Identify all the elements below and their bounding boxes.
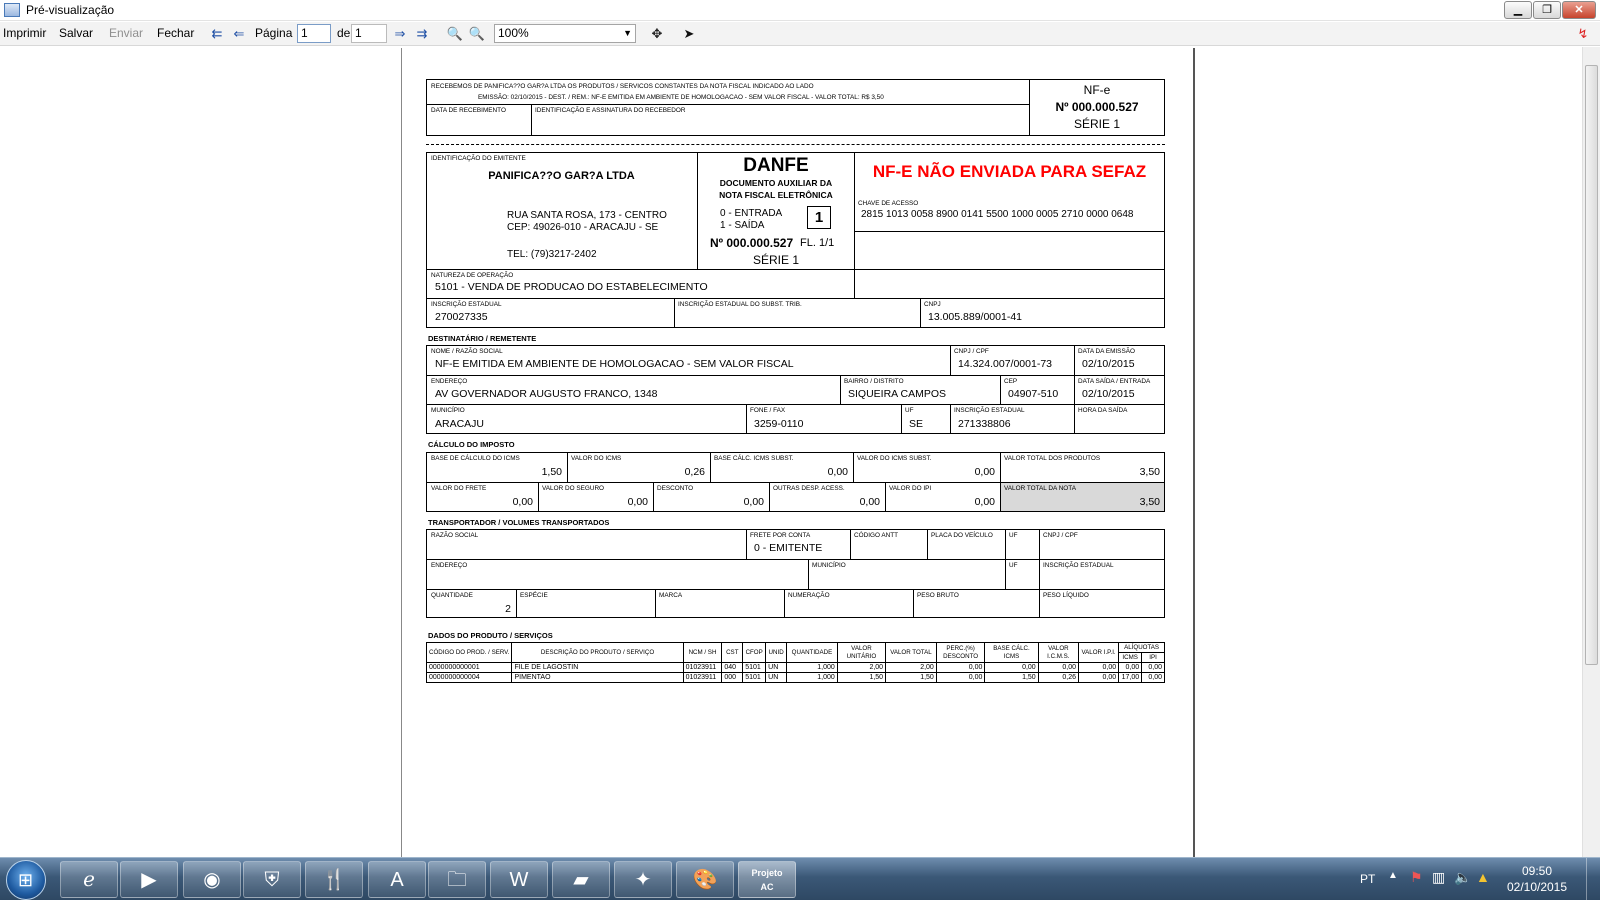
col-cfop: CFOP [743,643,766,663]
action-center-icon[interactable]: ⚑ [1410,869,1423,885]
cut-line [426,144,1165,145]
cell-valor-ipi: 0,00 [1078,673,1118,683]
frete-label: VALOR DO FRETE [431,485,487,492]
col-desconto: PERC.(%) DESCONTO [936,643,985,663]
ipi-label: VALOR DO IPI [889,485,932,492]
cell-aliq-ipi: 0,00 [1142,663,1165,673]
dest-ie-label: INSCRIÇÃO ESTADUAL [954,407,1025,414]
col-quantidade: QUANTIDADE [787,643,838,663]
dest-endereco-label: ENDEREÇO [431,378,468,385]
page-count-field: 1 [351,24,387,43]
especie-label: ESPÉCIE [520,592,548,599]
identificacao-label: IDENTIFICAÇÃO E ASSINATURA DO RECEBEDOR [535,107,686,114]
ie-value: 270027335 [435,311,488,323]
danfe-numero: Nº 000.000.527 [710,236,794,250]
file-explorer-icon[interactable]: 🗀 [428,861,486,898]
cell-valor-unitario: 1,50 [837,673,885,683]
dest-uf-label: UF [905,407,914,414]
scrollbar-thumb[interactable] [1585,65,1598,665]
restaurant-icon[interactable]: 🍴 [305,861,363,898]
fechar-button[interactable]: Fechar [157,26,195,40]
close-button[interactable]: ✕ [1562,1,1596,19]
frete: 0,00 [512,496,533,508]
transp-ie-label: INSCRIÇÃO ESTADUAL [1043,562,1114,569]
col-descricao: DESCRIÇÃO DO PRODUTO / SERVIÇO [512,643,683,663]
dest-nome-label: NOME / RAZÃO SOCIAL [431,348,503,355]
abc-icon[interactable]: A [368,861,426,898]
total-nota-label: VALOR TOTAL DA NOTA [1004,485,1076,492]
chave-label: CHAVE DE ACESSO [858,200,919,207]
emitente-nome: PANIFICA??O GAR?A LTDA [488,170,635,182]
danfe-title: DANFE [743,155,809,176]
show-desktop-button[interactable] [1586,858,1600,901]
data-recebimento-label: DATA DE RECEBIMENTO [431,107,506,114]
clock[interactable] [1502,863,1572,895]
danfe-saida: 1 - SAÍDA [720,220,765,231]
produtos-section: DADOS DO PRODUTO / SERVIÇOS [428,631,553,640]
start-button[interactable] [6,860,46,900]
dest-nome: NF-E EMITIDA EM AMBIENTE DE HOMOLOGACAO - SEM VALOR FISCAL [435,358,794,370]
previous-page-icon[interactable]: ⇐ [233,26,245,41]
clock-time: 09:50 [1521,864,1553,878]
desconto-label: DESCONTO [657,485,694,492]
valor-st: 0,00 [974,466,995,478]
destinatario-section: DESTINATÁRIO / REMETENTE [428,334,537,343]
first-page-icon[interactable]: ⇇ [211,26,223,41]
outras: 0,00 [859,496,880,508]
produtos-table [426,642,1165,683]
qtd: 2 [505,603,511,615]
transp-municipio-label: MUNICÍPIO [812,562,846,569]
cnpj-value: 13.005.889/0001-41 [928,311,1023,323]
minimize-button[interactable]: ▁ [1504,1,1532,19]
chave-acesso: 2815 1013 0058 8900 0141 5500 1000 0005 2710 0000 0648 [861,209,1134,220]
col-valor-unitario: VALOR UNITÁRIO [837,643,885,663]
col-ncm: NCM / SH [683,643,722,663]
col-valor-icms: VALOR I.C.M.S. [1038,643,1078,663]
dest-saida-label: DATA SAÍDA / ENTRADA [1078,378,1151,385]
zoom-in-icon[interactable]: 🔍 [468,26,486,41]
cell-desconto: 0,00 [936,663,985,673]
cell-descricao: PIMENTAO [512,673,683,683]
salvar-button[interactable]: Salvar [59,26,94,40]
ie-label: INSCRIÇÃO ESTADUAL [431,301,502,308]
antt-label: CÓDIGO ANTT [854,532,899,539]
move-icon[interactable]: ✥ [651,26,663,41]
valor-icms-label: VALOR DO ICMS [571,455,622,462]
table-header-row [427,643,1165,653]
zoom-select[interactable] [494,24,636,43]
cell-valor-total: 1,50 [886,673,937,683]
recebemos-text: RECEBEMOS DE PANIFICA??O GAR?A LTDA OS PRODUTOS / SERVICOS CONSTANTES DA NOTA FISCAL INDICADO AO LADO [431,83,814,90]
cell-codigo: 0000000000004 [427,673,512,683]
col-base-icms: BASE CÁLC. ICMS [985,643,1038,663]
media-player-icon[interactable]: ▶ [120,861,178,898]
transp-razao-label: RAZÃO SOCIAL [431,532,479,539]
transp-uf-label: UF [1009,532,1018,539]
nfe-label: NF-e [1083,83,1111,97]
pointer-icon[interactable]: ➤ [683,26,695,41]
app-icon [4,3,20,17]
projeto-label: Projeto [751,868,783,878]
dest-cep: 04907-510 [1008,388,1059,400]
col-cst: CST [722,643,743,663]
sefaz-warning: NF-E NÃO ENVIADA PARA SEFAZ [872,162,1147,181]
canhoto-numero: Nº 000.000.527 [1055,100,1139,114]
transp-endereco-label: ENDEREÇO [431,562,468,569]
emitente-cep: CEP: 49026-010 - ARACAJU - SE [507,222,659,233]
emitente-tel: TEL: (79)3217-2402 [507,249,597,260]
imprimir-button[interactable]: Imprimir [3,26,47,40]
tipo-box: 1 [807,206,831,229]
base-icms-label: BASE DE CÁLCULO DO ICMS [431,455,520,462]
last-page-icon[interactable]: ⇉ [416,26,428,41]
cell-valor-icms: 0,26 [1038,673,1078,683]
peso-liquido-label: PESO LÍQUIDO [1043,592,1089,599]
total-prod-label: VALOR TOTAL DOS PRODUTOS [1004,455,1101,462]
placa-label: PLACA DO VEÍCULO [931,532,993,539]
imposto-section: CÁLCULO DO IMPOSTO [428,440,515,449]
chevron-down-icon: ▼ [623,28,632,38]
dest-uf: SE [909,418,924,430]
danfe-page [401,48,1195,857]
seguro-label: VALOR DO SEGURO [542,485,605,492]
cell-quantidade: 1,000 [787,663,838,673]
enviar-button[interactable]: Enviar [109,26,144,40]
toolbar [0,22,1600,46]
cell-codigo: 0000000000001 [427,663,512,673]
seguro: 0,00 [627,496,648,508]
language-indicator[interactable]: PT [1360,872,1376,886]
base-icms: 1,50 [541,466,562,478]
emissao-text: EMISSÃO: 02/10/2015 - DEST. / REM.: NF-E EMITIDA EM AMBIENTE DE HOMOLOGACAO - SEM VALOR FISCAL - VALOR TOTAL: R$ 3,50 [478,94,884,101]
vertical-scrollbar[interactable] [1582,47,1600,857]
cnpj-label: CNPJ [924,301,941,308]
natureza-label: NATUREZA DE OPERAÇÃO [431,272,514,279]
ie-icon[interactable]: ℯ [60,861,118,898]
cell-valor-total: 2,00 [886,663,937,673]
qtd-label: QUANTIDADE [431,592,473,599]
col-codigo: CÓDIGO DO PROD. / SERV. [427,643,512,663]
transportador-section: TRANSPORTADOR / VOLUMES TRANSPORTADOS [428,518,610,527]
dest-endereco: AV GOVERNADOR AUGUSTO FRANCO, 1348 [435,388,658,400]
danfe-serie: SÉRIE 1 [752,253,800,267]
emitente-label: IDENTIFICAÇÃO DO EMITENTE [431,155,526,162]
base-st-label: BASE CÁLC. ICMS SUBST. [714,455,794,462]
dest-cep-label: CEP [1004,378,1018,385]
cell-aliq-icms: 17,00 [1119,673,1142,683]
show-hidden-icons-icon[interactable]: ▲ [1388,870,1398,881]
zoom-value: 100% [498,26,529,40]
col-aliquotas: ALÍQUOTAS [1119,643,1165,653]
transp-cnpj-label: CNPJ / CPF [1043,532,1078,539]
valor-icms: 0,26 [684,466,705,478]
chrome-icon[interactable]: ◉ [183,861,241,898]
dest-bairro: SIQUEIRA CAMPOS [848,388,947,400]
cell-valor-icms: 0,00 [1038,663,1078,673]
dest-municipio: ARACAJU [435,418,485,430]
cell-cfop: 5101 [743,663,766,673]
total-nota: 3,50 [1139,496,1160,508]
ipi: 0,00 [974,496,995,508]
col-aliq-ipi: IPI [1142,653,1165,663]
col-valor-total: VALOR TOTAL [886,643,937,663]
cell-ncm: 01023911 [683,663,722,673]
cell-aliq-ipi: 0,00 [1142,673,1165,683]
cell-valor-unitario: 2,00 [837,663,885,673]
emitente-endereco: RUA SANTA ROSA, 173 - CENTRO [507,210,667,221]
transp-uf2-label: UF [1009,562,1018,569]
dest-cnpj-label: CNPJ / CPF [954,348,989,355]
volume-icon[interactable]: 🔈 [1454,869,1472,885]
fox-icon[interactable]: ✦ [614,861,672,898]
cell-cst: 000 [722,673,743,683]
danfe-entrada: 0 - ENTRADA [720,208,783,219]
frete-conta: 0 - EMITENTE [754,542,823,554]
windows-logo-icon: ⊞ [18,870,34,890]
cell-base-icms: 1,50 [985,673,1038,683]
cell-ncm: 01023911 [683,673,722,683]
clock-date: 02/10/2015 [1506,880,1568,894]
col-valor-ipi: VALOR I.P.I. [1078,643,1118,663]
shop-icon[interactable]: ⛨ [243,861,301,898]
col-unid: UNID [766,643,787,663]
cell-quantidade: 1,000 [787,673,838,683]
cell-unid: UN [766,663,787,673]
dest-municipio-label: MUNICÍPIO [431,407,465,414]
cell-descricao: FILE DE LAGOSTIN [512,663,683,673]
total-prod: 3,50 [1139,466,1160,478]
danfe-sub1: DOCUMENTO AUXILIAR DA [719,178,833,188]
cell-valor-ipi: 0,00 [1078,663,1118,673]
danfe-sub2: NOTA FISCAL ELETRÔNICA [719,190,833,200]
dest-cnpj: 14.324.007/0001-73 [958,358,1053,370]
logo-icon: ↯ [1577,26,1589,41]
desconto: 0,00 [743,496,764,508]
drive-icon[interactable]: ▲ [1476,869,1490,885]
cell-base-icms: 0,00 [985,663,1038,673]
window-title: Pré-visualização [26,3,115,17]
natureza-value: 5101 - VENDA DE PRODUCAO DO ESTABELECIMENTO [435,281,708,293]
table-row [427,663,1165,673]
cell-cst: 040 [722,663,743,673]
projeto-button[interactable]: Projeto AC [738,861,796,898]
de-label: de [337,26,351,40]
canhoto-serie: SÉRIE 1 [1073,117,1121,131]
network-icon[interactable]: ▥ [1432,869,1446,885]
title-bar [0,0,1600,21]
numeracao-label: NUMERAÇÃO [788,592,830,599]
dest-emissao-label: DATA DA EMISSÃO [1078,348,1135,355]
cell-desconto: 0,00 [936,673,985,683]
word-icon[interactable]: W [490,861,548,898]
dest-ie: 271338806 [958,418,1011,430]
table-row [427,673,1165,683]
dest-saida: 02/10/2015 [1082,388,1135,400]
outras-label: OUTRAS DESP. ACESS. [773,485,845,492]
dest-fone-label: FONE / FAX [750,407,786,414]
frete-conta-label: FRETE POR CONTA [750,532,811,539]
notes-icon[interactable]: ▰ [552,861,610,898]
dest-emissao: 02/10/2015 [1082,358,1135,370]
valor-st-label: VALOR DO ICMS SUBST. [857,455,932,462]
cell-aliq-icms: 0,00 [1119,663,1142,673]
dest-fone: 3259-0110 [754,418,804,430]
peso-bruto-label: PESO BRUTO [917,592,959,599]
next-page-icon[interactable]: ⇒ [394,26,406,41]
col-aliq-icms: ICMS [1119,653,1142,663]
taskbar [0,857,1600,900]
base-st: 0,00 [827,466,848,478]
cell-cfop: 5101 [743,673,766,683]
cell-unid: UN [766,673,787,683]
danfe-folha: FL. 1/1 [800,237,835,249]
zoom-out-icon[interactable]: 🔍 [446,26,464,41]
pagina-label: Página [255,26,293,40]
iest-label: INSCRIÇÃO ESTADUAL DO SUBST. TRIB. [678,301,802,308]
paint-icon[interactable]: 🎨 [676,861,734,898]
marca-label: MARCA [659,592,683,599]
maximize-button[interactable]: ❐ [1533,1,1561,19]
dest-bairro-label: BAIRRO / DISTRITO [844,378,904,385]
page-number-input[interactable]: 1 [297,24,331,43]
dest-hora-label: HORA DA SAÍDA [1078,407,1128,414]
